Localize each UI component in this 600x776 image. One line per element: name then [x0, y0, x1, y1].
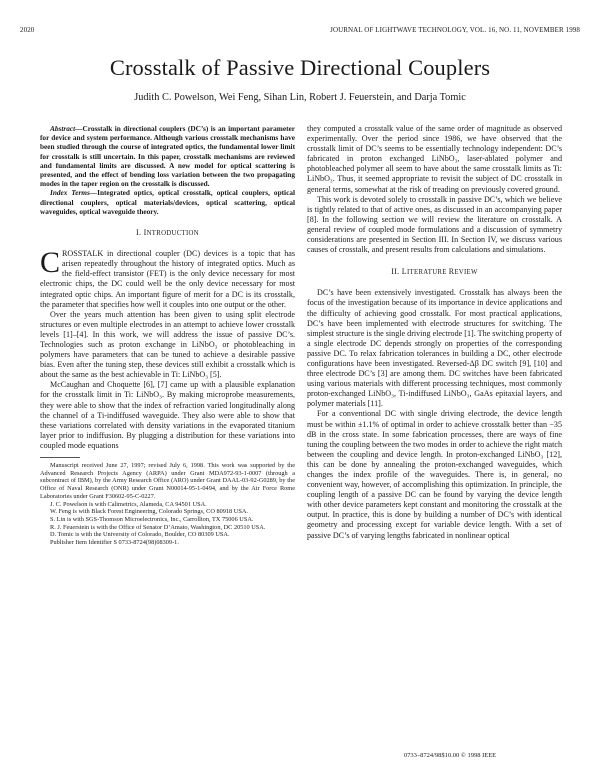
intro-paragraph-2: Over the years much attention has been given to using split electrode structures or even multiple electrodes in an attempt to achieve lower crosstalk levels [1]–[4]. In this work, we will address the issue of passive DC’s. Technologies such as proton exchange in LiNbO₃ or photobleaching in polymers have parameters that can be tuned to achieve a desirable passive bias. Even after the tuning step, these devices still exhibit a crosstalk which is about the same as the best achievable in Ti: LiNbO₃ [5].	[40, 309, 295, 380]
section-heading-literature-review	[307, 267, 562, 278]
copyright-footer: 0733–8724/98$10.00 © 1998 IEEE	[403, 752, 497, 759]
section-heading-introduction	[40, 228, 295, 239]
section-title-part: ITERATURE	[406, 269, 449, 277]
footnote-rule	[40, 457, 80, 458]
section-title-rest: NTRODUCTION	[146, 230, 199, 238]
right-paragraph-3: DC’s have been extensively investigated. Crosstalk has always been the focus of the investigation because of its importance in device applications and the difficulty of achieving good crosstalk. For most practical applications, DC’s have been implemented with electrode structures for switching. The simplest structure is the single driving electrode [1]. The switching property of a single electrode DC depends strongly on properties of the corresponding passive DC. To relax fabrication tolerances in building a DC, other electrode configurations have been investigated. Reversed-Δβ DC switch [9], [10] and three electrode DC’s [3] are among them. DC switches have been fabricated using various materials with different processing techniques, most commonly proton-exchanged LiNbO₃, Ti-indiffused LiNbO₃, GaAs epitaxial layers, and polymer materials [11].	[307, 288, 562, 409]
abstract-label: Abstract—	[50, 124, 83, 133]
paper-title: Crosstalk of Passive Directional Couplers	[109, 55, 491, 80]
abstract-text: Crosstalk in directional couplers (DC’s) is an important parameter for device and system performance. Although various crosstalk mechanisms have been studied through the course of integrated optics, the fundamental lower limit for crosstalk is still uncertain. In this paper, crosstalk mechanisms are reviewed and fundamental limits are discussed. A new model for optical scattering is presented, and the effect of bending loss variation between the two propagating modes in the taper region on the crosstalk is discussed.	[40, 124, 295, 189]
right-paragraph-2: This work is devoted solely to crosstalk in passive DC’s, which we believe is tightly related to that of active ones, as discussed in an accompanying paper [8]. In the following section we will review the literature on crosstalk. A general review of coupled mode formulations and a discussion of symmetry considerations are presented in Section III. In Section IV, we discuss various causes of crosstalk, and present results from calculations and simulations.	[307, 194, 562, 255]
right-paragraph-4: For a conventional DC with single driving electrode, the device length must be within ±1.1% of optimal in order to achieve crosstalk better than −35 dB in the cross state. In some fabrication processes, there are ways of fine tuning the coupling between the two modes in order to achieve the right match between the coupling and device length. In proton-exchanged LiNbO₃ [12], this can be done by annealing the proton-exchanged waveguides, which changes the index profile of the waveguides. There is, in general, no convenient way, however, of accomplishing this optimization. In principle, the coupling length of a passive DC can be found by varying the device length with other device parameters kept constant and monitoring the crosstalk at the output. In practice, this is done by building a number of DC’s with identical geometry and processing except for variable device length. With a set of passive DC’s of varying lengths fabricated in nonlinear optical	[307, 409, 562, 540]
index-terms	[40, 188, 295, 216]
index-terms-label: Index Terms—	[50, 188, 98, 198]
left-column	[40, 124, 295, 547]
footnote-affiliation: W. Feng is with Black Forest Engineering, Colorado Springs, CO 80918 USA.	[50, 508, 248, 516]
footnote-publisher-id: Publisher Item Identifier S 0733-8724(98)08309-1.	[50, 539, 179, 547]
section-number: I.	[136, 228, 142, 238]
footnote-affiliation: D. Tomic is with the University of Colorado, Boulder, CO 80309 USA.	[50, 531, 230, 539]
drop-cap: C	[40, 246, 61, 280]
page-number: 2020	[20, 26, 35, 34]
section-initial: I	[143, 228, 147, 238]
intro-paragraph-3: McCaughan and Choquette [6], [7] came up with a plausible explanation for the crosstalk limit in Ti: LiNbO₃. By making microprobe measurements, they were able to show that the index of refraction varied longitudinally along the channel of a Ti-indiffused waveguide. They also were able to show that these variations correlated with density variations in the evaporated titanium layer prior to indiffusion. By plugging a distribution for these variations into coupled mode equations	[40, 380, 295, 450]
footnote-affiliation: R. J. Feuerstein is with the Office of Senator D’Amato, Washington, DC 20510 USA.	[50, 523, 266, 531]
footnote-affiliation: J. C. Powelson is with Calimetrics, Alameda, CA 94501 USA.	[50, 500, 207, 508]
right-paragraph-1: they computed a crosstalk value of the same order of magnitude as observed experimentally. Over the period since 1986, we have observed that the crosstalk limit of DC’s seems to be essentially technology independent: DC’s fabricated in proton exchanged LiNbO₃, laser-ablated polymer and photobleached polymer all seem to have about the same crosstalk limits as Ti: LiNbO₃. Thus, it seemed appropriate to revisit the subject of DC crosstalk in general terms, somewhat at the risk of treading on previously covered ground.	[307, 124, 562, 194]
section-initial: R	[448, 267, 455, 277]
author-list: Judith C. Powelson, Wei Feng, Sihan Lin, Robert J. Feuerstein, and Darja Tomic	[134, 92, 466, 103]
journal-name: JOURNAL OF LIGHTWAVE TECHNOLOGY, VOL. 16, NO. 11, NOVEMBER 1998	[330, 26, 580, 34]
section-number: II.	[391, 267, 400, 277]
index-terms-text: Integrated optics, optical crosstalk, optical couplers, optical directional couplers, optical materials/devices, optical scattering, optical waveguides, optical waveguide theory.	[40, 188, 295, 216]
abstract	[40, 124, 295, 188]
right-column	[307, 124, 562, 541]
intro-paragraph-1	[40, 246, 295, 310]
intro-caps: ROSSTALK	[62, 249, 104, 259]
running-header	[20, 26, 580, 38]
footnote-affiliation: S. Lin is with SGS-Thomson Microelectronics, Inc., Carrollton, TX 75006 USA.	[50, 515, 254, 523]
section-initial: L	[401, 267, 407, 277]
intro-p1-text: in directional coupler (DC) devices is a topic that has arisen repeatedly throughout the history of integrated optics. Much as the field-effect transistor (FET) is the only device necessary for most electronic chips, the DC could well be the only device necessary for most integrated optic chips. An important figure of merit for a DC is its crosstalk, the parameter that specifies how well it couples into one output or the other.	[40, 249, 295, 309]
section-title-rest: EVIEW	[454, 269, 478, 277]
footnote-manuscript: Manuscript received June 27, 1997; revised July 6, 1998. This work was supported by the Advanced Research Projects Agency (ARPA) under Grant MDA972-93-1-0007 (through a subcontract of IBM), by the Army Research Office (ARO) under Grant DAAL-03-92-G0289, by the Office of Naval Research (ONR) under Grant N00014-95-1-0494, and by the Air Force Rome Laboratories under Grant F30602-95-C-0227.	[40, 462, 295, 500]
